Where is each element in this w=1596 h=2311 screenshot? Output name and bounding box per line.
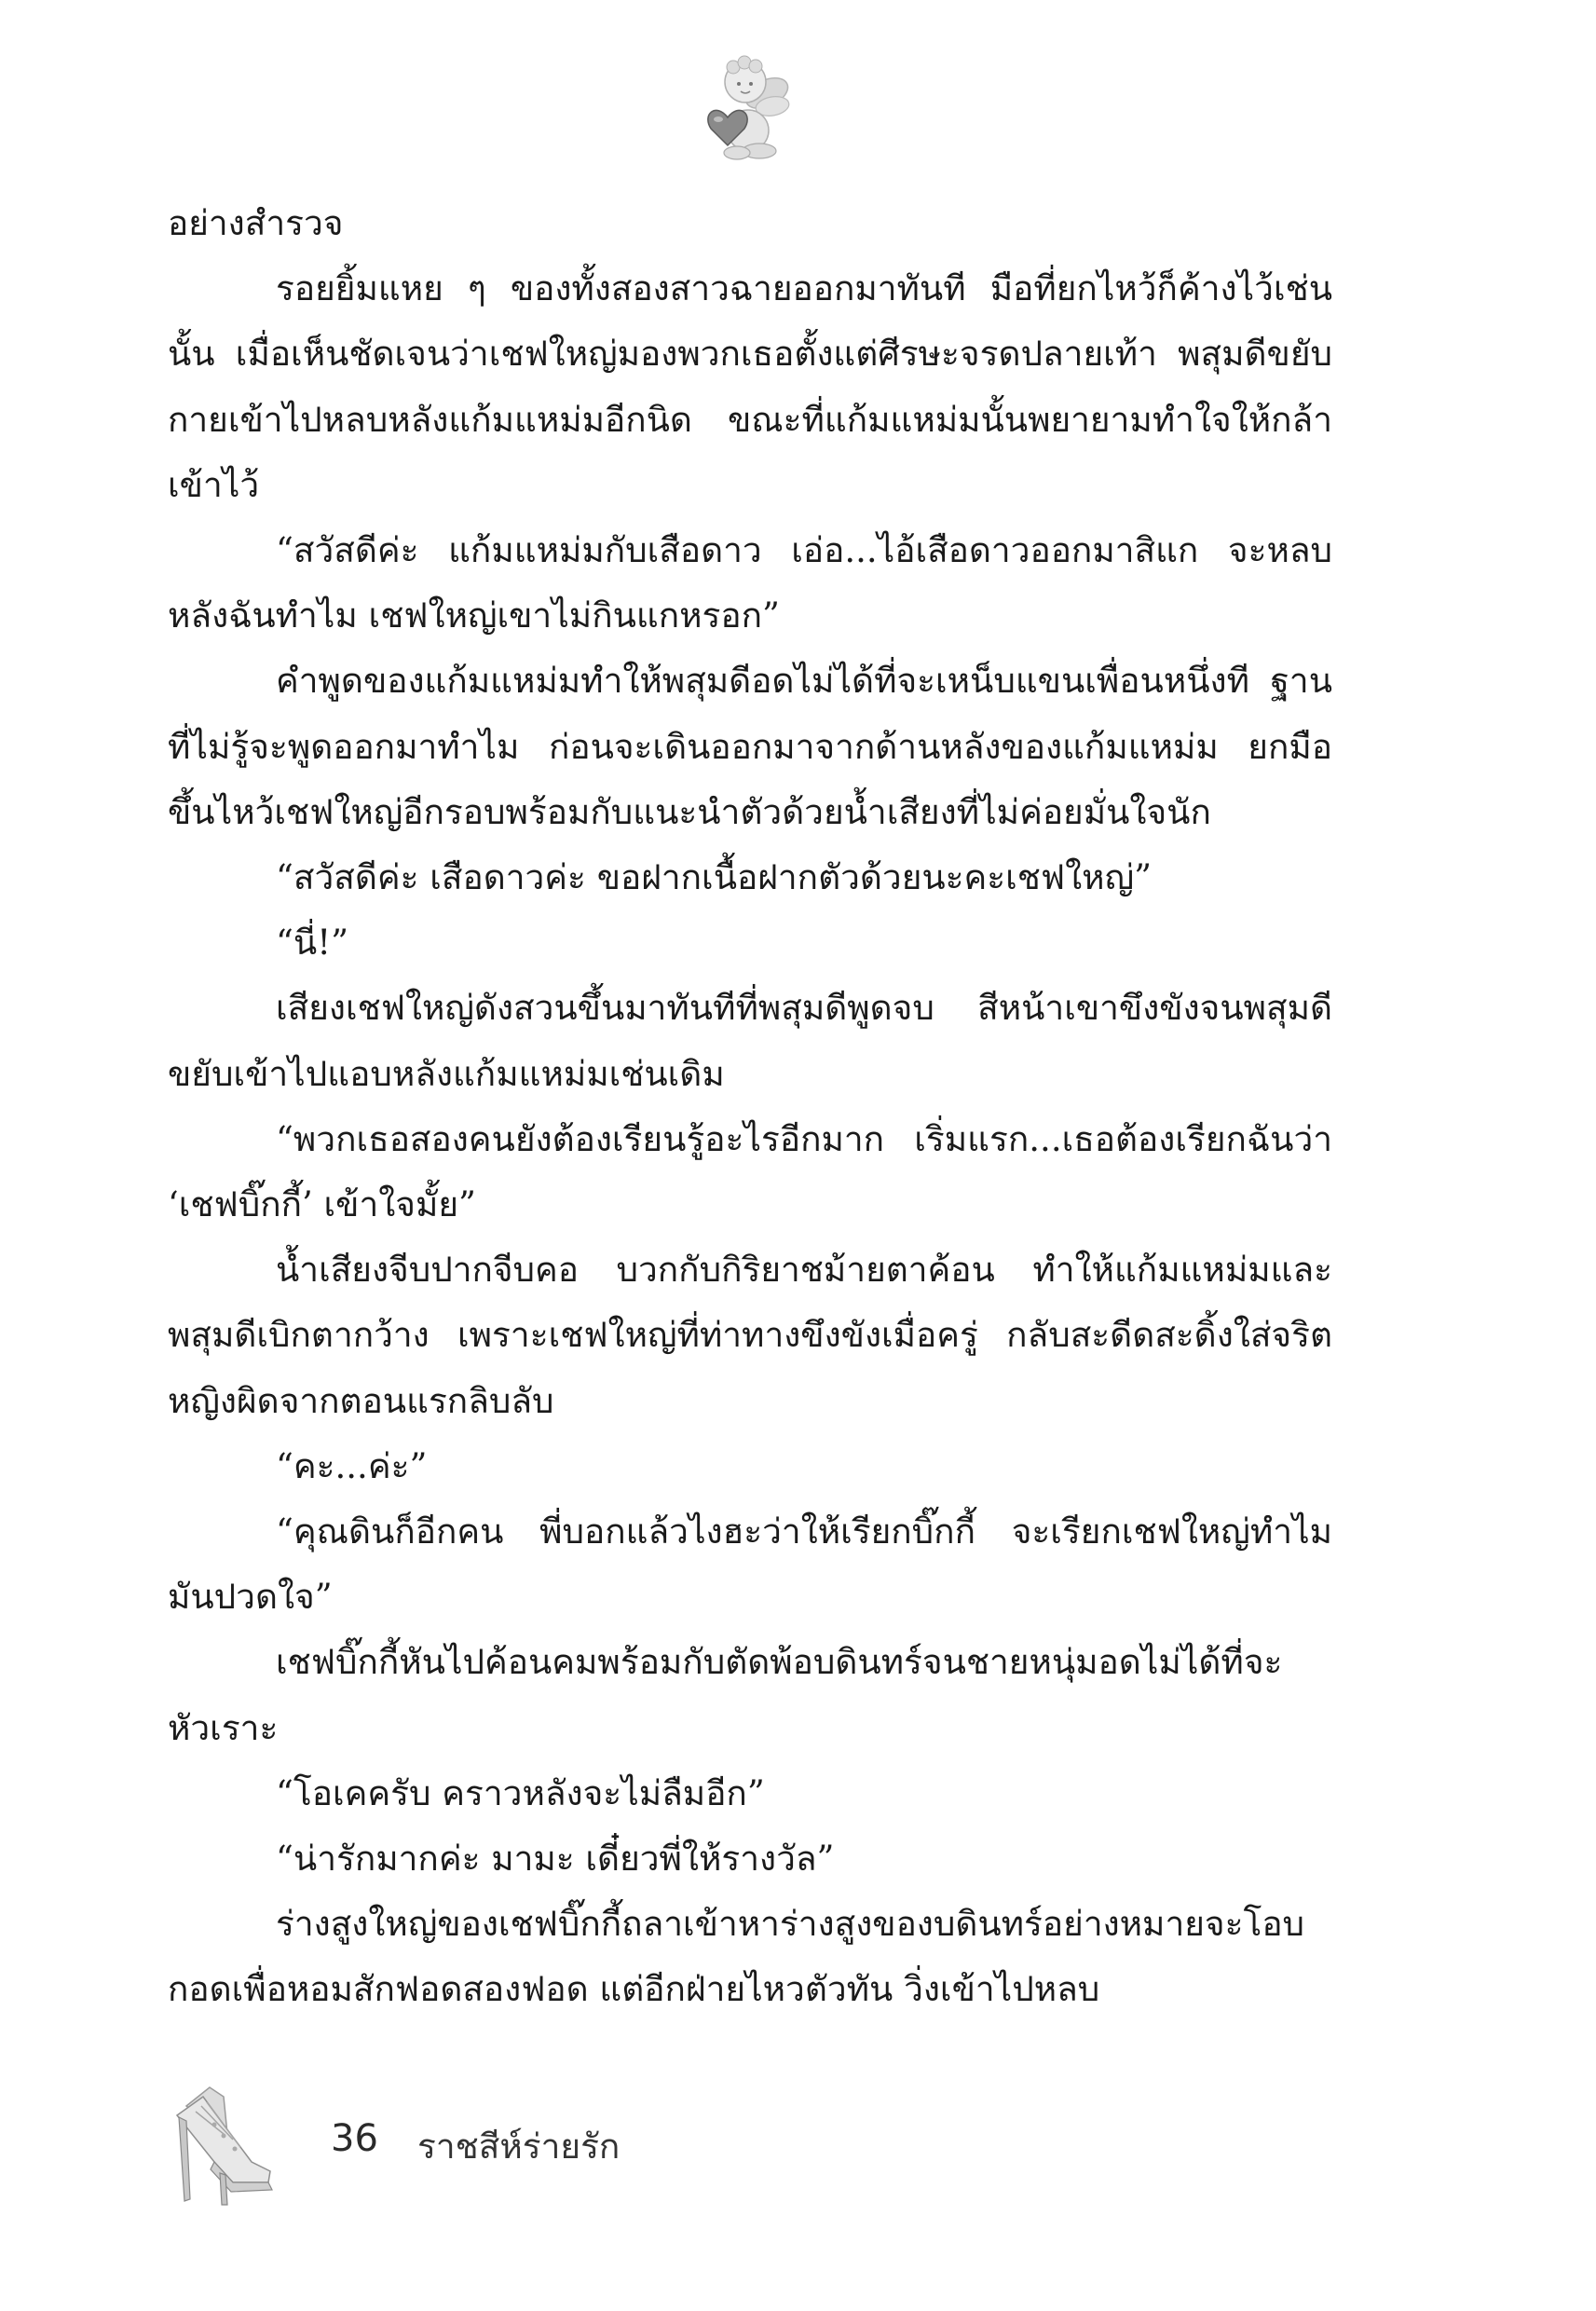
paragraph: เชฟบิ๊กกี้หันไปค้อนคมพร้อมกับตัดพ้อบดินทร์จนชายหนุ่มอดไม่ได้ที่จะหัวเราะ [168,1642,1283,1748]
paragraph: ร่างสูงใหญ่ของเชฟบิ๊กกี้ถลาเข้าหาร่างสูงของบดินทร์อย่างหมายจะโอบกอดเพื่อหอมสักฟอดสองฟอด แต่อีกฝ่ายไหวตัวทัน วิ่งเข้าไปหลบ [168,1904,1305,2010]
page-number: 36 [331,2117,378,2160]
paragraph: “โอเคครับ คราวหลังจะไม่ลืมอีก” [276,1772,765,1813]
book-title: ราชสีห์ร่ายรัก [417,2126,621,2167]
paragraph: “คะ...ค่ะ” [276,1445,428,1486]
paragraph: คำพูดของแก้มแหม่มทำให้พสุมดีอดไม่ได้ที่จะเหน็บแขนเพื่อนหนึ่งที ฐานที่ไม่รู้จะพูดออกมาทำไม ก่อนจะเดินออกมาจากด้านหลังของแก้มแหม่ม ยกมือขึ้นไหว้เชฟใหญ่อีกรอบพร้อมกับแนะนำตัวด้วยน้ำเสียงที่ไม่ค่อยมั่นใจนัก [168,661,1332,832]
cupid-holding-heart-icon [694,45,797,166]
paragraph: “พวกเธอสองคนยังต้องเรียนรู้อะไรอีกมาก เริ่มแรก...เธอต้องเรียกฉันว่า ‘เชฟบิ๊กกี้’ เข้าใจมั้ย” [168,1118,1332,1225]
paragraph: “นี่!” [276,923,348,964]
page-footer [158,2069,811,2208]
paragraph: “น่ารักมากค่ะ มามะ เดี๋ยวพี่ให้รางวัล” [276,1839,835,1880]
paragraph: “คุณดินก็อีกคน พี่บอกแล้วไงฮะว่าให้เรียกบิ๊กกี้ จะเรียกเชฟใหญ่ทำไม มันปวดใจ” [168,1511,1332,1618]
paragraph: น้ำเสียงจีบปากจีบคอ บวกกับกิริยาชม้ายตาค้อน ทำให้แก้มแหม่มและพสุมดีเบิกตากว้าง เพราะเชฟใหญ่ที่ท่าทางขึงขังเมื่อครู่ กลับสะดีดสะดิ้งใส่จริตหญิงผิดจากตอนแรกลิบลับ [168,1250,1332,1421]
paragraph: “สวัสดีค่ะ แก้มแหม่มกับเสือดาว เอ่อ...ไอ้เสือดาวออกมาสิแก จะหลบหลังฉันทำไม เชฟใหญ่เขาไม่กินแกหรอก” [168,530,1332,636]
paragraph: “สวัสดีค่ะ เสือดาวค่ะ ขอฝากเนื้อฝากตัวด้วยนะคะเชฟใหญ่” [276,857,1153,898]
high-heel-shoe-icon [158,2069,298,2208]
body-text [168,191,1332,2023]
paragraph: รอยยิ้มแหย ๆ ของทั้งสองสาวฉายออกมาทันที มือที่ยกไหว้ก็ค้างไว้เช่นนั้น เมื่อเห็นชัดเจนว่าเชฟใหญ่มองพวกเธอตั้งแต่ศีรษะจรดปลายเท้า พสุมดีขยับกายเข้าไปหลบหลังแก้มแหม่มอีกนิด ขณะที่แก้มแหม่มนั้นพยายามทำใจให้กล้าเข้าไว้ [168,268,1332,505]
paragraph: เสียงเชฟใหญ่ดังสวนขึ้นมาทันทีที่พสุมดีพูดจบ สีหน้าเขาขึงขังจนพสุมดีขยับเข้าไปแอบหลังแก้มแหม่มเช่นเดิม [168,988,1332,1094]
paragraph: อย่างสำรวจ [168,203,344,243]
